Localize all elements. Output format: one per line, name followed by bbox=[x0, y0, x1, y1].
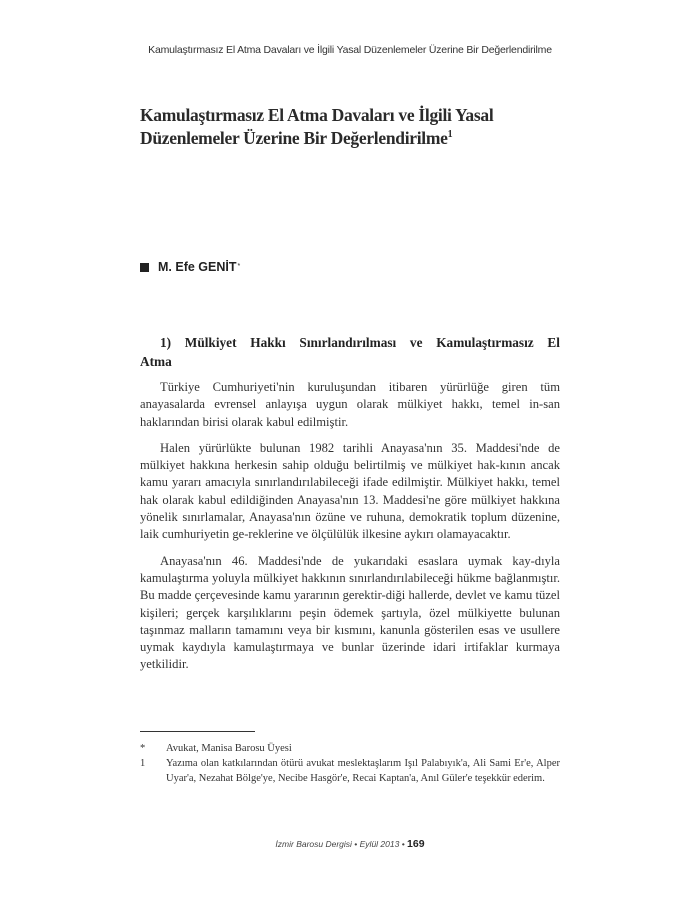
footnote-mark: 1 bbox=[140, 758, 146, 769]
paragraph: Halen yürürlükte bulunan 1982 tarihli Anayasa'nın 35. Maddesi'nde de mülkiyet hakkına herkesin sahip olduğu belirtilmiş ve mülkiyet hak-kının ancak kamu yararı amacıyla sınırlandırılabileceği ifade edilmiştir. Mülkiyet hakkı, temel hak olarak kabul edildiğinden Anayasa'nın 13. Maddesi'ne göre mülkiyet hakkına yönelik sınırlamalar, Anayasa'nın özüne ve ruhuna, demokratik toplum düzenine, laik cumhuriyetin ge-reklerine ve ölçülülük ilkesine aykırı olamayacaktır. bbox=[140, 440, 560, 542]
section-heading-line2: Atma bbox=[140, 354, 172, 369]
author-name: M. Efe GENİT bbox=[158, 260, 237, 274]
article-title-text: Kamulaştırmasız El Atma Davaları ve İlgili Yasal Düzenlemeler Üzerine Bir Değerlendirilme bbox=[140, 105, 494, 148]
journal-name: İzmir Barosu Dergisi • Eylül 2013 • bbox=[275, 839, 405, 849]
footnote-text: Avukat, Manisa Barosu Üyesi bbox=[166, 743, 292, 754]
page-footer bbox=[140, 838, 560, 850]
footnote-text: Yazıma olan katkılarından ötürü avukat meslektaşlarım Işıl Palabıyık'a, Ali Sami Er'e, Alper Uyar'a, Nezahat Bölge'ye, Necibe Hasgör'e, Recai Kaptan'a, Anıl Güler'e teşekkür ederim. bbox=[166, 758, 560, 784]
footnotes bbox=[140, 741, 560, 786]
author-line: M. Efe GENİT * bbox=[140, 260, 240, 274]
section-heading bbox=[140, 333, 560, 371]
section-heading-line1: 1) Mülkiyet Hakkı Sınırlandırılması ve Kamulaştırmasız El bbox=[160, 335, 560, 350]
running-header: Kamulaştırmasız El Atma Davaları ve İlgili Yasal Düzenlemeler Üzerine Bir Değerlendirilme bbox=[148, 44, 552, 56]
footnote-item bbox=[140, 756, 560, 786]
title-footnote-mark[interactable]: 1 bbox=[447, 129, 453, 141]
paragraph: Türkiye Cumhuriyeti'nin kuruluşundan itibaren yürürlüğe giren tüm anayasalarda evrensel anlayışa uygun olarak mülkiyet hakkı, temel in-san haklarından birisi olarak kabul edilmiştir. bbox=[140, 380, 560, 429]
paragraph: Anayasa'nın 46. Maddesi'nde de yukarıdaki esaslara uymak kay-dıyla kamulaştırma yoluyla mülkiyet hakkının sınırlandırılabileceği hükme bağlanmıştır. Bu madde çerçevesinde kamu yararının gerektir-diği hallerde, devlet ve kamu tüzel kişileri; gerçek karşılıklarını peşin ödemek şartıyla, özel mülkiyette bulunan taşınmaz malların tamamını veya bir kısmını, kanunla gösterilen esas ve usullere uymak kaydıyla kamulaştırmaya ve bunlar üzerinde idari irtifaklar kurmaya yetkilidir. bbox=[140, 553, 560, 672]
article-title bbox=[140, 104, 580, 150]
footnote-mark: * bbox=[140, 743, 146, 754]
body-text bbox=[140, 379, 560, 683]
page-number: 169 bbox=[407, 838, 425, 850]
bullet-square-icon bbox=[140, 263, 149, 272]
footnote-item bbox=[140, 741, 560, 756]
footnote-divider bbox=[140, 731, 255, 732]
